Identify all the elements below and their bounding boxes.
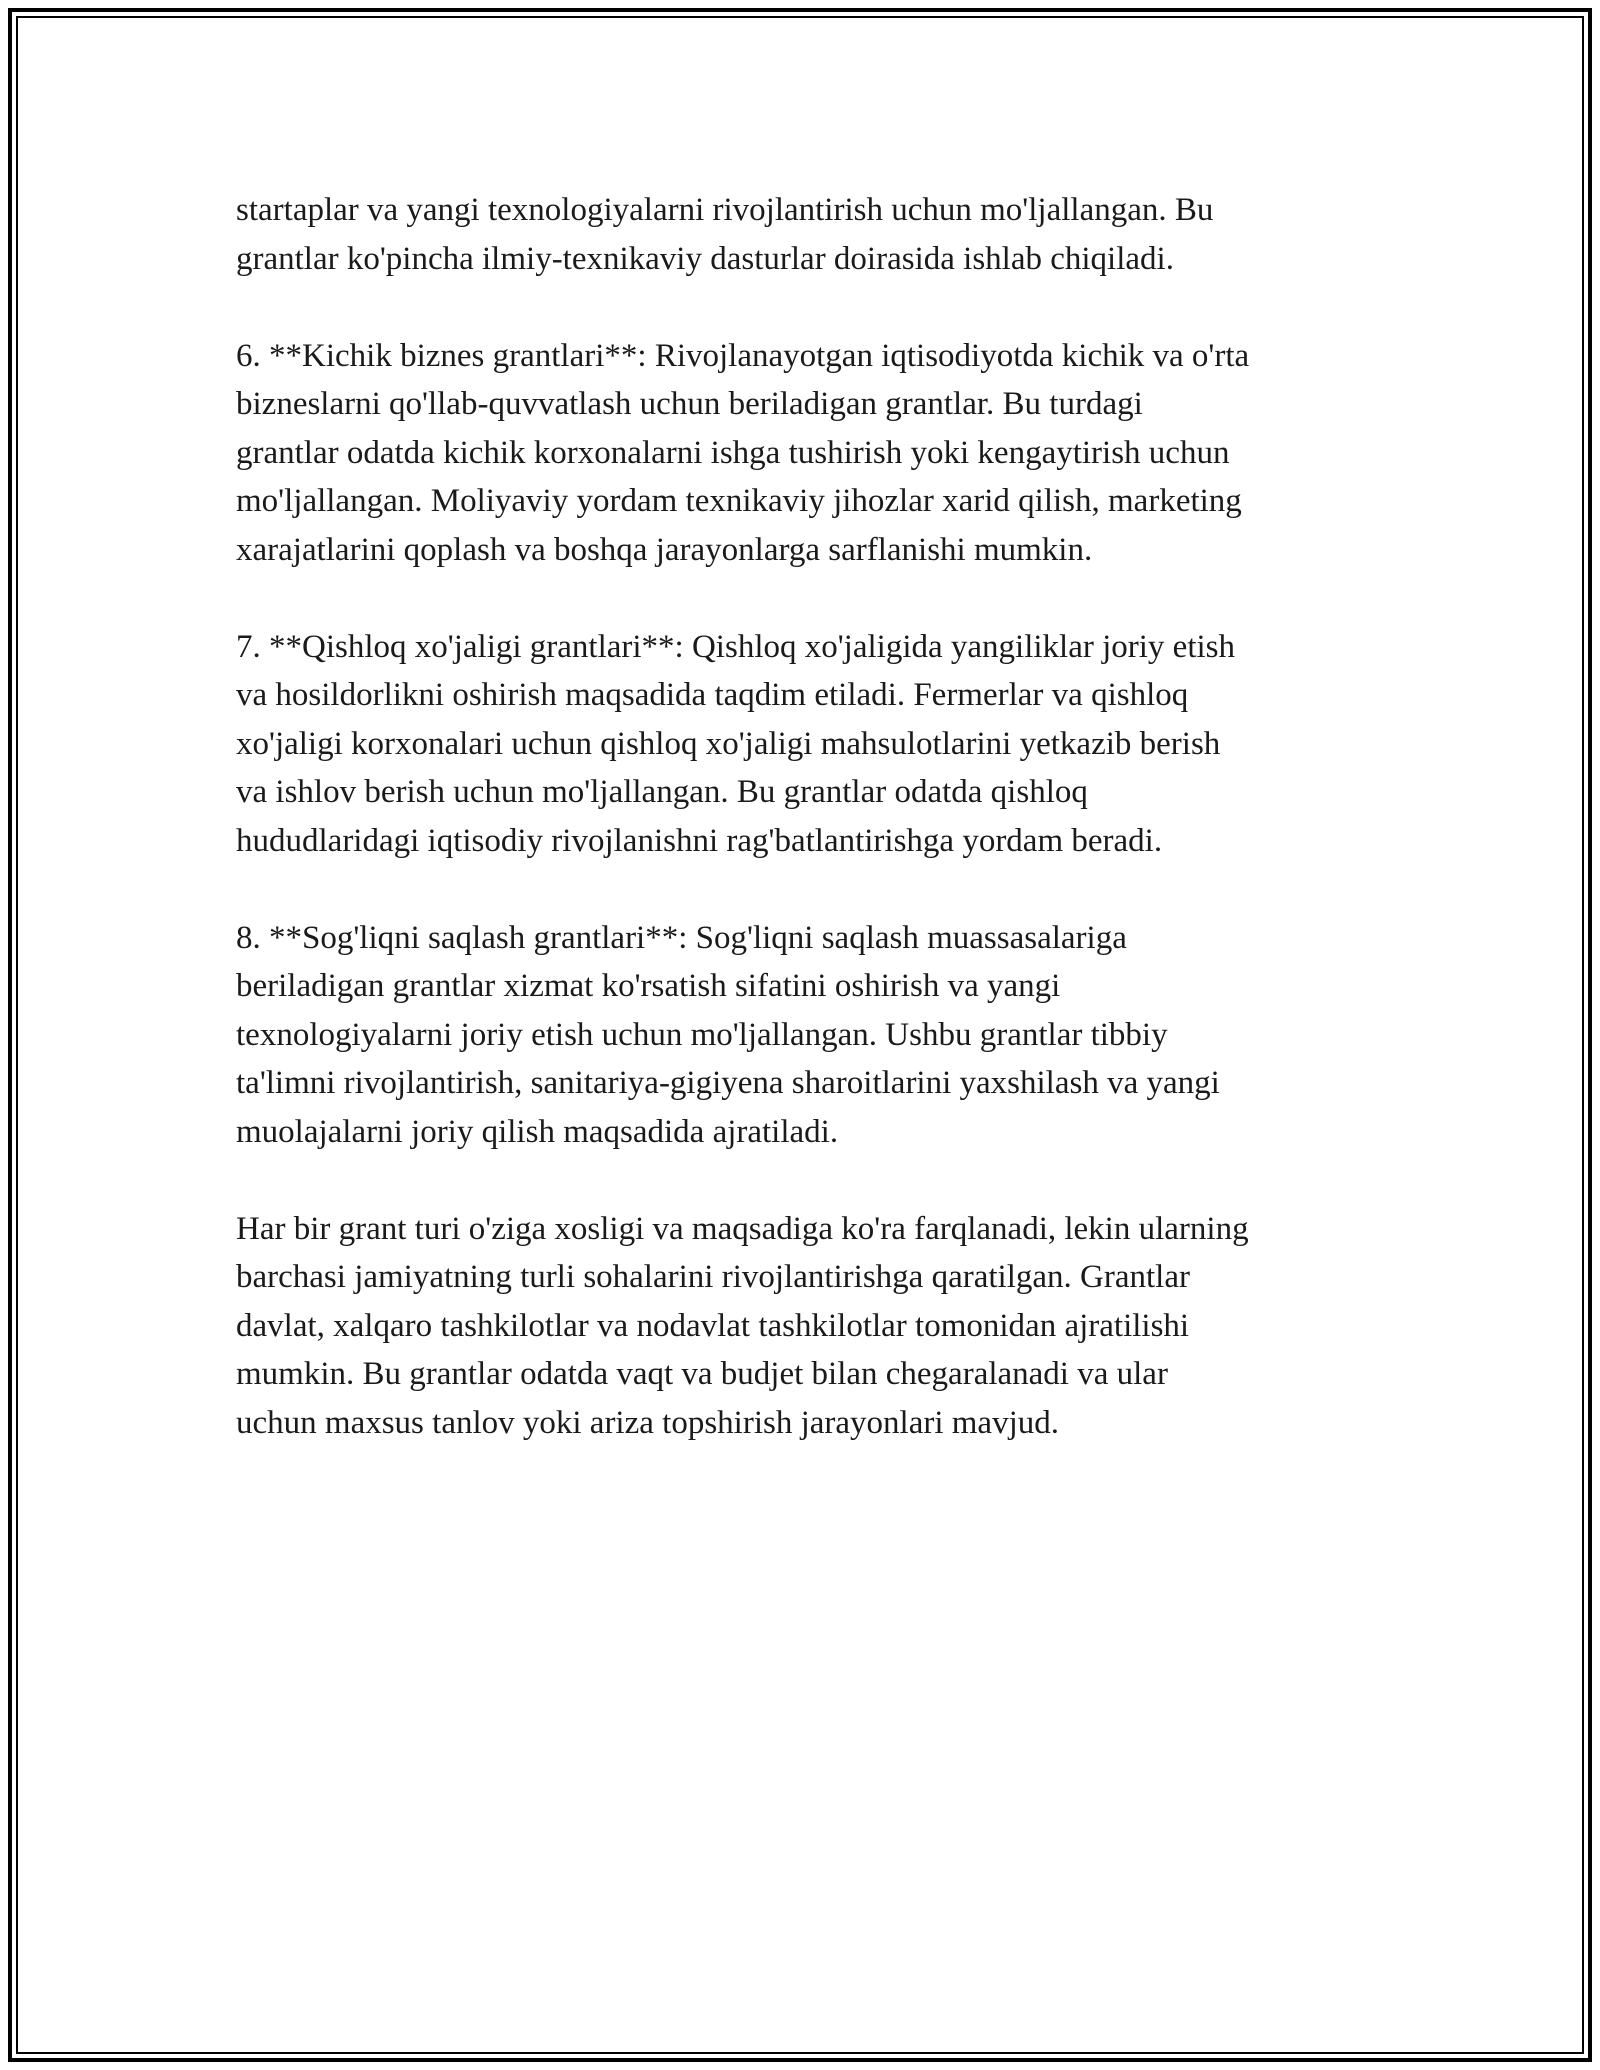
paragraph-healthcare-grants: 8. **Sog'liqni saqlash grantlari**: Sog'liqni saqlash muassasalariga beriladigan grantlar xizmat ko'rsatish sifatini oshirish va yangi texnologiyalarni joriy etish uchun mo'ljallangan. Ushbu grantlar tibbiy ta'limni rivojlantirish, sanitariya-gigiyena sharoitlarini yaxshilash va yangi muolajalarni joriy qilish maqsadida ajratiladi.: [236, 919, 1220, 1150]
paragraph-agriculture-grants: 7. **Qishloq xo'jaligi grantlari**: Qishloq xo'jaligida yangiliklar joriy etish va hosildorlikni oshirish maqsadida taqdim etiladi. Fermerlar va qishloq xo'jaligi korxonalari uchun qishloq xo'jaligi mahsulotlarini yetkazib berish va ishlov berish uchun mo'ljallangan. Bu grantlar odatda qishloq hududlaridagi iqtisodiy rivojlanishni rag'batlantirishga yordam beradi.: [236, 628, 1236, 859]
paragraph-continuation: startaplar va yangi texnologiyalarni rivojlantirish uchun mo'ljallangan. Bu grantlar ko'pincha ilmiy-texnikaviy dasturlar doirasida ishlab chiqiladi.: [236, 192, 1214, 277]
paragraph-small-business-grants: 6. **Kichik biznes grantlari**: Rivojlanayotgan iqtisodiyotda kichik va o'rta bizneslarni qo'llab-quvvatlash uchun beriladigan grantlar. Bu turdagi grantlar odatda kichik korxonalarni ishga tushirish yoki kengaytirish uchun mo'ljallangan. Moliyaviy yordam texnikaviy jihozlar xarid qilish, marketing xarajatlarini qoplash va boshqa jarayonlarga sarflanishi mumkin.: [236, 337, 1250, 568]
paragraph-conclusion: Har bir grant turi o'ziga xosligi va maqsadiga ko'ra farqlanadi, lekin ularning barchasi jamiyatning turli sohalarini rivojlantirishga qaratilgan. Grantlar davlat, xalqaro tashkilotlar va nodavlat tashkilotlar tomonidan ajratilishi mumkin. Bu grantlar odatda vaqt va budjet bilan chegaralanadi va ular uchun maxsus tanlov yoki ariza topshirish jarayonlari mavjud.: [236, 1210, 1249, 1441]
document-body: [236, 186, 1376, 1447]
